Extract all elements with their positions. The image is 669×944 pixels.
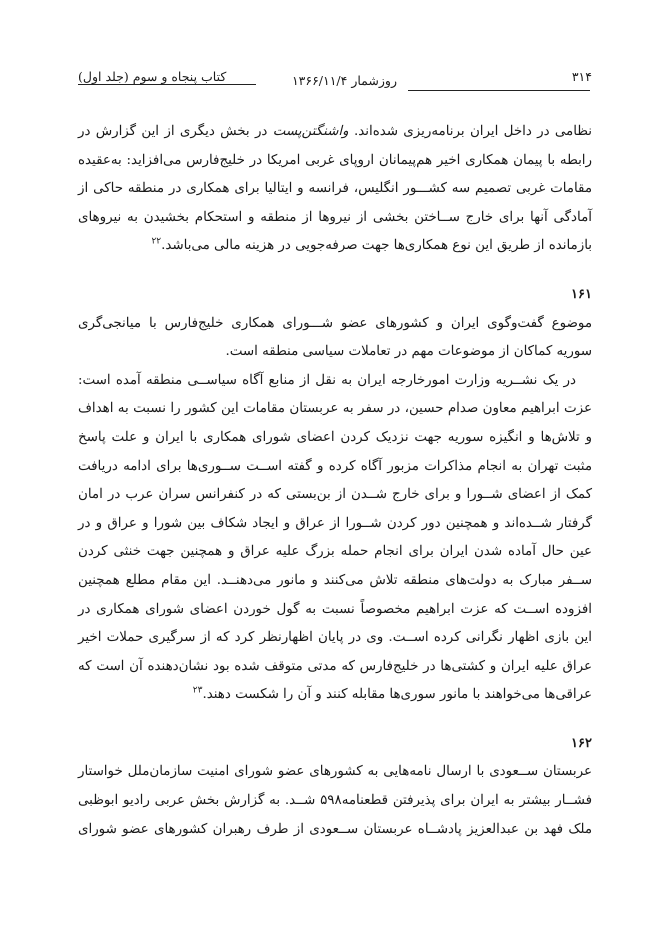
page-header xyxy=(78,66,592,88)
running-head-date: روزشمار ۱۳۶۶/۱۱/۴ xyxy=(291,73,397,88)
header-rule-left xyxy=(78,84,256,85)
footnote-ref: ۲۳ xyxy=(192,685,203,696)
entry-161-paragraph-2 xyxy=(78,367,592,710)
intro-text-start: نظامی در داخل ایران برنامه‌ریزی شده‌اند. xyxy=(348,124,592,139)
entry-161-paragraph-1: موضوع گفت‌وگوی ایران و کشورهای عضو شـــورای همکاری خلیج‌فارس با میانجی‌گری سوریه کماکان از موضوعات مهم در تعاملات سیاسی منطقه است. xyxy=(78,315,592,360)
entry-number-161: ۱۶۱ xyxy=(571,286,592,302)
entry-161-paragraph-2-text: در یک نشــریه وزارت امورخارجه ایران به نقل از منابع آگاه سیاســی منطقه آمده است: عزت ابراهیم معاون صدام حسین، در سفر به عربستان مقامات این کشور را نسبت به اهداف و تلاش‌ها و انگیزه سوریه جهت نزدیک کردن اعضای شورای همکاری با ایران و علت پاسخ مثبت تهران به انجام مذاکرات مزبور آگاه کرده و گفته اســت ســوری‌ها برای ادامه دریافت کمک از اعضای شــورا و برای خارج شــدن از بن‌بستی که در کنفرانس سران عرب در امان گرفتار شــده‌اند و همچنین دور کردن شــورا از عراق و ایجاد شکاف بین شورا و عراق و در عین حال آماده شدن ایران برای انجام حمله بزرگ علیه عراق و همچنین جهت خنثی کردن ســفر مبارک به دولت‌های منطقه تلاش می‌کنند و مانور می‌دهنــد. این مقام مطلع همچنین افزوده اســت که عزت ابراهیم مخصوصاً نسبت به گول خوردن اعضای شورای همکاری در این بازی اظهار نگرانی کرده اســت. وی در پایان اظهارنظر کرد که از سرگیری حملات اخیر عراق علیه ایران و کشتی‌ها در خلیج‌فارس که مدتی متوقف شده بود نشان‌دهنده آن است که عراقی‌ها می‌خواهند با مانور سوری‌ها مقابله کنند و آن را شکست دهند. xyxy=(78,372,592,703)
footnote-ref: ۲۲ xyxy=(151,236,162,247)
intro-paragraph xyxy=(78,118,592,261)
entry-162-paragraph-1: عربستان ســعودی با ارسال نامه‌هایی به کشورهای عضو شورای امنیت سازمان‌ملل خواستار فشــار بیشتر به ایران برای پذیرفتن قطعنامه۵۹۸ شــد. به گزارش بخش عربی رادیو ابوظبی ملک فهد بن عبدالعزیز پادشــاه عربستان ســعودی از طرف رهبران کشورهای عضو شورای xyxy=(78,764,592,837)
newspaper-name: واشنگتن‌پست xyxy=(272,124,349,139)
page-number: ۳۱۴ xyxy=(571,69,592,84)
entry-number-162: ۱۶۲ xyxy=(571,735,592,751)
book-title: کتاب پنجاه و سوم (جلد اول) xyxy=(78,69,227,84)
page-body xyxy=(78,118,592,844)
intro-text-end: در بخش دیگری از این گزارش در رابطه با پیمان همکاری اخیر هم‌پیمانان اروپای غربی امریکا در خلیج‌فارس می‌افزاید: به‌عقیده مقامات غربی تصمیم سه کشـــور انگلیس، فرانسه و ایتالیا برای همکاری در منطقه حاکی از آمادگی آنها برای خارج ســاختن بخشی از نیروها از منطقه و استحکام بخشیدن به نیروهای بازمانده از طریق این نوع همکاری‌ها جهت صرفه‌جویی در هزینه مالی می‌باشد. xyxy=(78,124,592,254)
header-rule-right xyxy=(408,90,590,91)
